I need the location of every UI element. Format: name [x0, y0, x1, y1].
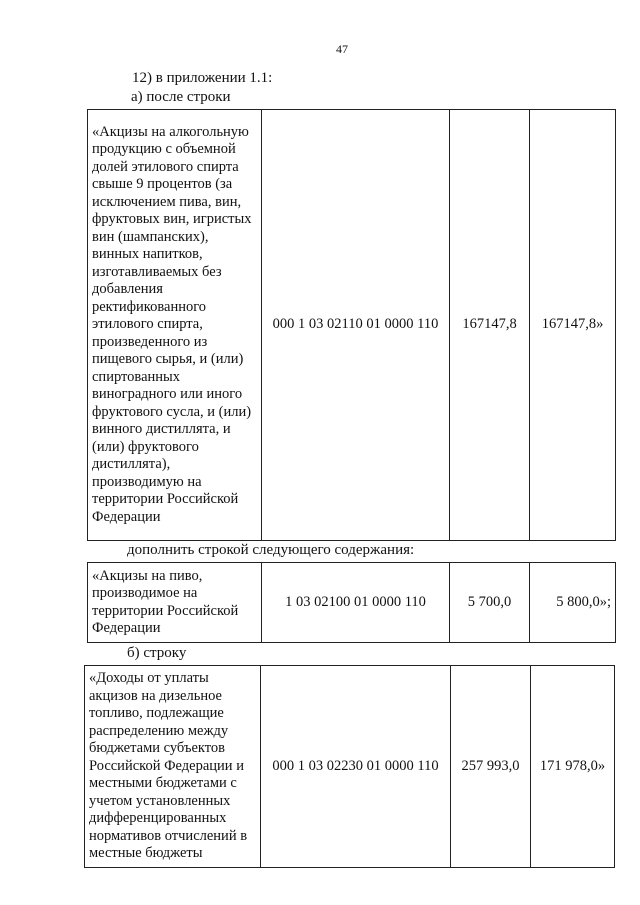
- table-row: [85, 666, 615, 868]
- row-name-cell: «Доходы от уплаты акцизов на дизельное топливо, подлежащие распределению между бюджетами субъектов Российской Федерации и местными бюджетами с учетом установленных дифференцированных нормативов отчислений в местные бюджеты: [85, 666, 261, 868]
- row-value1-cell: 5 700,0: [450, 563, 530, 643]
- page-number: 47: [336, 42, 348, 56]
- row-code-cell: 1 03 02100 01 0000 110: [262, 563, 450, 643]
- subitem-b: б) строку: [127, 645, 187, 661]
- row-value1-cell: 257 993,0: [451, 666, 531, 868]
- table-row-b: [84, 665, 615, 868]
- table-row-new: [87, 562, 616, 643]
- row-value2-cell: 171 978,0»: [531, 666, 615, 868]
- row-code-cell: 000 1 03 02230 01 0000 110: [261, 666, 451, 868]
- table-row: [88, 563, 616, 643]
- item-heading: 12) в приложении 1.1:: [132, 70, 273, 86]
- row-code-cell: 000 1 03 02110 01 0000 110: [262, 110, 450, 541]
- row-value2-cell: 167147,8»: [530, 110, 616, 541]
- table-row-a: [87, 109, 616, 541]
- table-row: [88, 110, 616, 541]
- row-value1-cell: 167147,8: [450, 110, 530, 541]
- subitem-a: а) после строки: [131, 89, 231, 105]
- row-name-cell: «Акцизы на алкогольную продукцию с объемной долей этилового спирта свыше 9 процентов (за исключением пива, вин, фруктовых вин, игристых вин (шампанских), винных напитков, изготавливаемых без добавления ректификованного этилового спирта, произведенного из пищевого сырья, и (или) спиртованных виноградного или иного фруктового сусла, и (или) винного дистиллята, и (или) фруктового дистиллята), производимую на территории Российской Федерации: [88, 110, 262, 541]
- supplement-text: дополнить строкой следующего содержания:: [127, 542, 415, 558]
- row-value2-cell: 5 800,0»;: [530, 563, 616, 643]
- row-name-cell: «Акцизы на пиво, производимое на территории Российской Федерации: [88, 563, 262, 643]
